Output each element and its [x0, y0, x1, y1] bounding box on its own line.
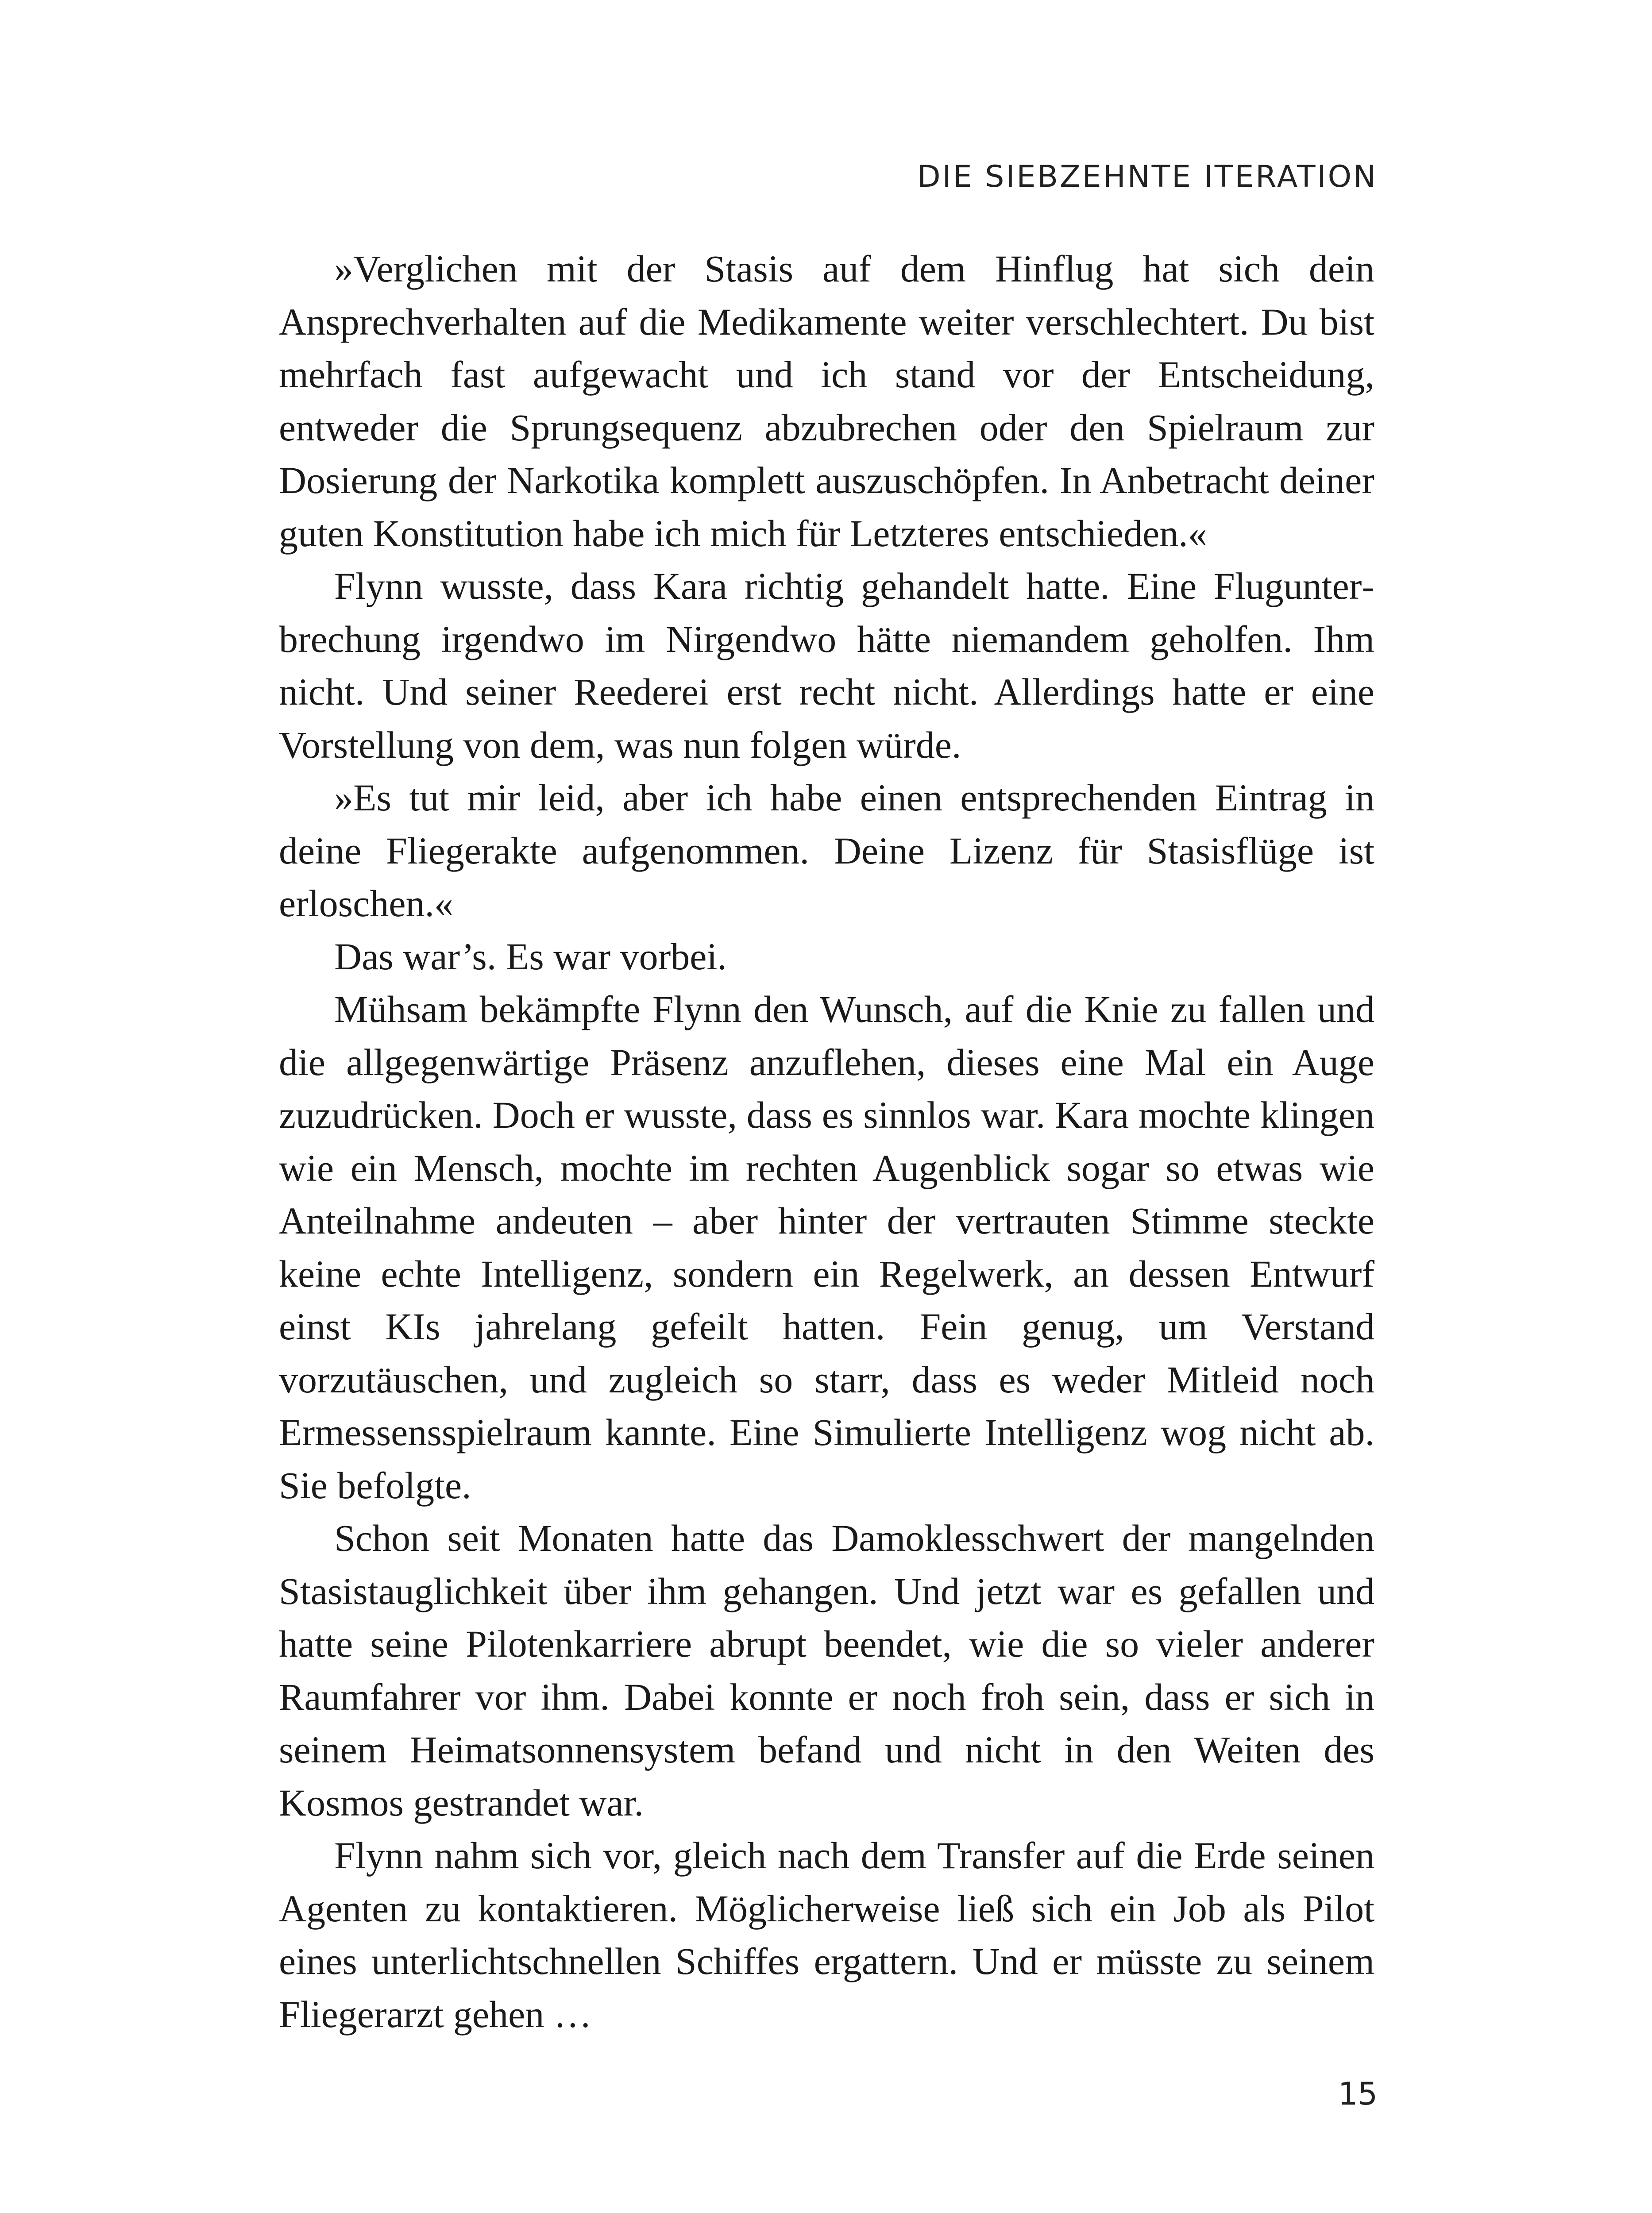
paragraph-1: »Verglichen mit der Stasis auf dem Hinflug hat sich dein Ansprechverhalten auf die Medikamente weiter verschlechtert. Du bist mehrfach fast aufgewacht und ich stand vor der Entscheidung, entweder die Sprungsequenz abzubrechen oder den Spielraum zur Dosierung der Narkotika komplett auszuschöpfen. In Anbetracht deiner guten Konstitution habe ich mich für Letzteres entschieden.« [279, 247, 1374, 555]
paragraph-2: Flynn wusste, dass Kara richtig gehandelt hatte. Eine Flugunterbrechung irgendwo im Nirgendwo hätte niemandem geholfen. Ihm nicht. Und seiner Reederei erst recht nicht. Allerdings hatte er eine Vorstellung von dem, was nun folgen würde. [279, 565, 1374, 766]
paragraph-6: Schon seit Monaten hatte das Damoklesschwert der mangelnden Stasistauglichkeit über ihm gehangen. Und jetzt war es gefallen und hatte seine Pilotenkarriere abrupt beendet, wie die so vieler anderer Raumfahrer vor ihm. Dabei konnte er noch froh sein, dass er sich in seinem Heimatsonnensystem befand und nicht in den Weiten des Kosmos gestrandet war. [279, 1517, 1374, 1824]
paragraph-3: »Es tut mir leid, aber ich habe einen entsprechenden Eintrag in deine Fliegerakte aufgenommen. Deine Lizenz für Stasisflüge ist erloschen.« [279, 776, 1374, 925]
paragraph-4: Das war’s. Es war vorbei. [334, 935, 727, 978]
paragraph-7: Flynn nahm sich vor, gleich nach dem Transfer auf die Erde seinen Agenten zu kontaktieren. Möglicherweise ließ sich ein Job als Pilot eines unterlichtschnellen Schiffes ergattern. Und er müsste zu seinem Fliegerarzt gehen … [279, 1834, 1374, 2036]
body-text [279, 243, 1374, 2041]
running-head: DIE SIEBZEHNTE ITERATION [917, 159, 1378, 194]
paragraph-5: Mühsam bekämpfte Flynn den Wunsch, auf die Knie zu fallen und die allgegenwärtige Präsenz anzuflehen, dieses eine Mal ein Auge zuzudrücken. Doch er wusste, dass es sinnlos war. Kara mochte klingen wie ein Mensch, mochte im rechten Augenblick sogar so etwas wie Anteilnahme andeuten – aber hinter der vertrauten Stimme steckte keine echte Intelligenz, sondern ein Regelwerk, an dessen Entwurf einst KIs jahrelang gefeilt hatten. Fein genug, um Verstand vorzutäuschen, und zugleich so starr, dass es weder Mitleid noch Ermessensspielraum kannte. Eine Simulierte Intelligenz wog nicht ab. Sie befolgte. [279, 988, 1374, 1507]
page-number: 15 [1338, 2076, 1378, 2112]
